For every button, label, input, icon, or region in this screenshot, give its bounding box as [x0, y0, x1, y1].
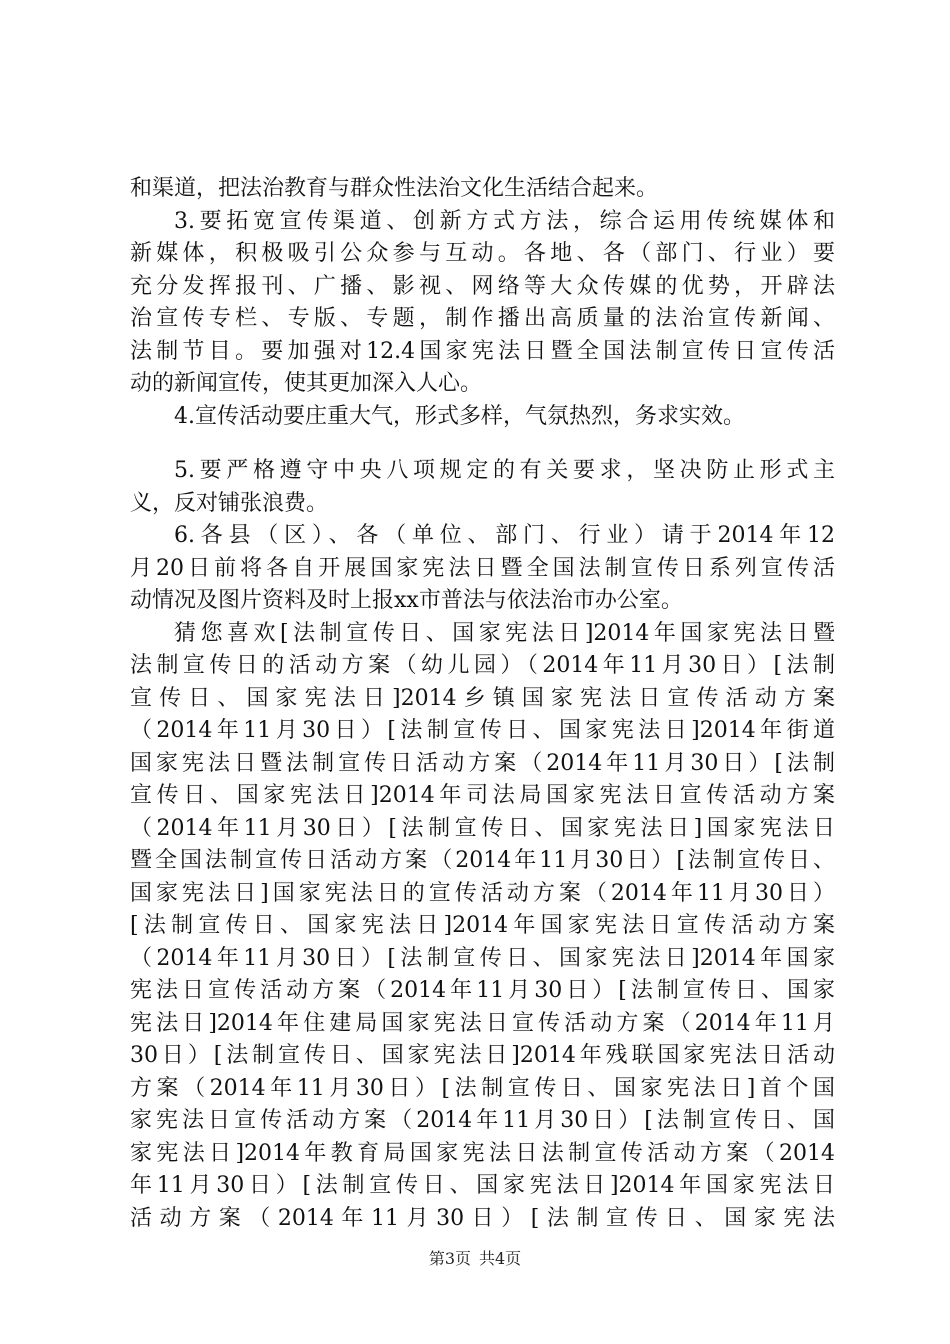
text-line: 家宪法日宣传活动方案（2014年11月30日）[法制宣传日、国	[130, 1108, 835, 1133]
text-line: 治宣传专栏、专版、专题，制作播出高质量的法治宣传新闻、	[130, 306, 835, 331]
document-body	[130, 173, 835, 1235]
text-line: 猜您喜欢[法制宣传日、国家宪法日]2014年国家宪法日暨	[174, 620, 835, 646]
text-line: 国家宪法日]国家宪法日的宣传活动方案（2014年11月30日）	[130, 880, 835, 906]
text-line: 方案（2014年11月30日）[法制宣传日、国家宪法日]首个国	[130, 1075, 835, 1101]
text-line: 5.要严格遵守中央八项规定的有关要求，坚决防止形式主	[174, 458, 835, 483]
text-line: （2014年11月30日）[法制宣传日、国家宪法日]2014年国家	[130, 945, 835, 971]
page-footer	[0, 1246, 950, 1269]
text-line: 新媒体，积极吸引公众参与互动。各地、各（部门、行业）要	[130, 241, 835, 266]
text-line: （2014年11月30日）[法制宣传日、国家宪法日]国家宪法日	[130, 815, 835, 841]
page-total: 共4页	[479, 1249, 522, 1268]
paragraph-gap	[130, 433, 835, 455]
text-line: 法制节目。要加强对12.4国家宪法日暨全国法制宣传日宣传活	[130, 338, 835, 364]
page-number: 第3页	[428, 1249, 471, 1268]
text-line: 3.要拓宽宣传渠道、创新方式方法，综合运用传统媒体和	[174, 208, 835, 234]
text-line: [法制宣传日、国家宪法日]2014年国家宪法日宣传活动方案	[130, 913, 835, 938]
text-line: 义，反对铺张浪费。	[130, 490, 329, 516]
text-line: 法制宣传日的活动方案（幼儿园）（2014年11月30日）[法制	[130, 653, 835, 678]
text-line: 动的新闻宣传，使其更加深入人心。	[130, 371, 483, 396]
text-line: 月20日前将各自开展国家宪法日暨全国法制宣传日系列宣传活	[130, 555, 835, 581]
text-line: 充分发挥报刊、广播、影视、网络等大众传媒的优势，开辟法	[130, 273, 835, 299]
text-line: 活动方案（2014年11月30日）[法制宣传日、国家宪法	[130, 1205, 835, 1231]
text-line: 年11月30日）[法制宣传日、国家宪法日]2014年国家宪法日	[130, 1173, 835, 1198]
text-line: 宪法日]2014年住建局国家宪法日宣传活动方案（2014年11月	[130, 1010, 835, 1036]
text-line: 4.宣传活动要庄重大气，形式多样，气氛热烈，务求实效。	[174, 403, 745, 429]
text-line: 动情况及图片资料及时上报xx市普法与依法治市办公室。	[130, 588, 683, 613]
text-line: 家宪法日]2014年教育局国家宪法日法制宣传活动方案（2014	[130, 1140, 835, 1166]
text-line: 暨全国法制宣传日活动方案（2014年11月30日）[法制宣传日、	[130, 848, 835, 873]
text-line: 国家宪法日暨法制宣传日活动方案（2014年11月30日）[法制	[130, 750, 835, 776]
text-line: 和渠道，把法治教育与群众性法治文化生活结合起来。	[130, 176, 659, 201]
text-line: （2014年11月30日）[法制宣传日、国家宪法日]2014年街道	[130, 718, 835, 743]
text-line: 宣传日、国家宪法日]2014年司法局国家宪法日宣传活动方案	[130, 783, 835, 808]
text-line: 宪法日宣传活动方案（2014年11月30日）[法制宣传日、国家	[130, 978, 835, 1003]
text-line: 宣传日、国家宪法日]2014乡镇国家宪法日宣传活动方案	[130, 685, 835, 711]
text-line: 6.各县（区）、各（单位、部门、行业）请于2014年12	[174, 523, 835, 548]
text-line: 30日）[法制宣传日、国家宪法日]2014年残联国家宪法日活动	[130, 1043, 835, 1068]
